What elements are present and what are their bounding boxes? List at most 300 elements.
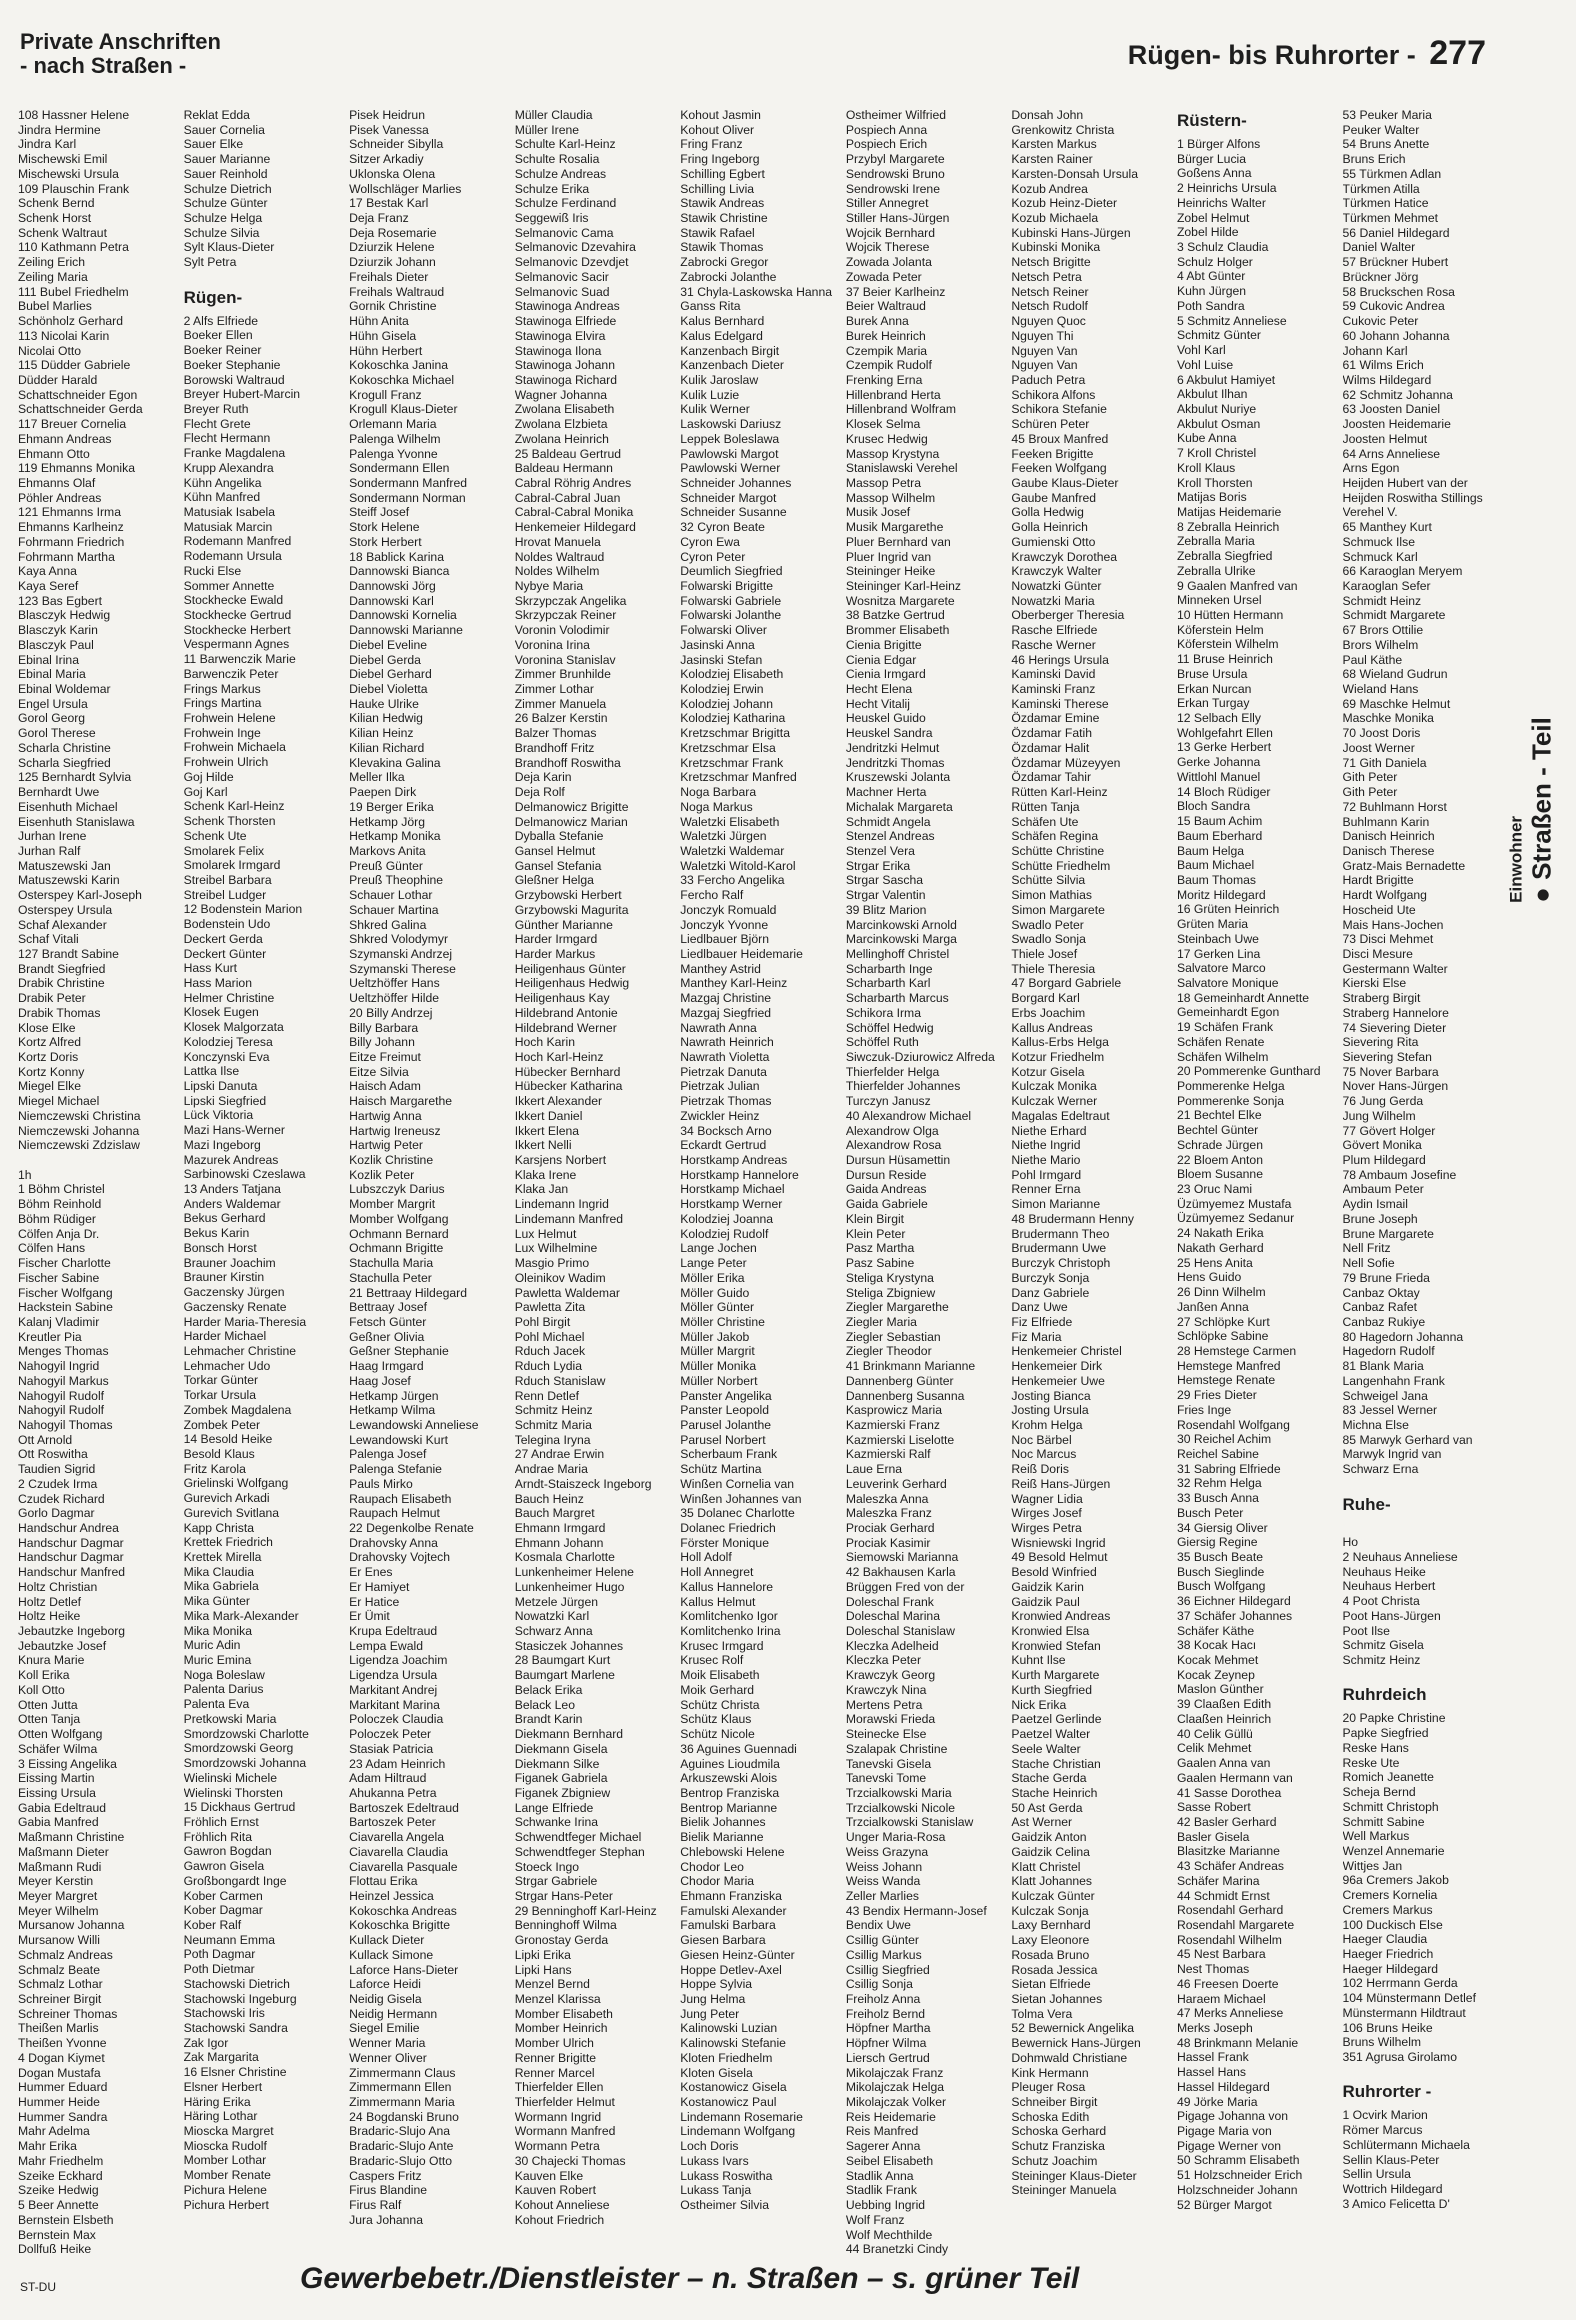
directory-entry: Doleschal Marina bbox=[845, 1609, 940, 1624]
directory-entry: Deckert Gerda bbox=[183, 931, 263, 946]
directory-entry: 111 Bubel Friedhelm bbox=[18, 284, 129, 299]
directory-entry: Arns Egon bbox=[1342, 461, 1400, 476]
directory-entry: Musik Josef bbox=[845, 505, 911, 520]
directory-entry: Giersig Regine bbox=[1176, 1535, 1258, 1550]
directory-entry: 29 Benninghoff Karl-Heinz bbox=[514, 1903, 657, 1918]
directory-entry: Preuß Günter bbox=[349, 858, 423, 873]
directory-entry: Gabia Manfred bbox=[18, 1815, 99, 1830]
directory-entry: Mika Claudia bbox=[183, 1564, 255, 1579]
directory-entry: Frohwein Inge bbox=[183, 725, 261, 740]
directory-entry: Matuszewski Jan bbox=[18, 858, 111, 873]
directory-entry: Lindemann Wolfgang bbox=[680, 2124, 796, 2139]
directory-entry: Klatt Johannes bbox=[1011, 1874, 1093, 1889]
directory-entry: 15 Baum Achim bbox=[1176, 814, 1263, 829]
directory-entry: Schmalz Andreas bbox=[18, 1947, 113, 1962]
directory-entry: Canbaz Rafet bbox=[1342, 1300, 1418, 1315]
directory-entry: Kazmierski Liselotte bbox=[845, 1432, 955, 1447]
directory-entry: Schilling Egbert bbox=[680, 166, 765, 181]
directory-entry: Schweigel Jana bbox=[1342, 1388, 1428, 1403]
directory-entry: 83 Jessel Werner bbox=[1342, 1403, 1438, 1418]
directory-entry: Folwarski Oliver bbox=[680, 623, 767, 638]
directory-entry: Sarbinowski Czeslawa bbox=[183, 1167, 306, 1182]
directory-entry: Nahogyil Thomas bbox=[18, 1417, 113, 1432]
directory-entry: Momber Renate bbox=[183, 2168, 271, 2183]
directory-entry: Knura Marie bbox=[18, 1653, 85, 1668]
directory-entry: Danz Uwe bbox=[1011, 1300, 1068, 1315]
directory-entry: Hoppe Detlev-Axel bbox=[680, 1962, 782, 1977]
directory-entry: Momber Margrit bbox=[349, 1197, 436, 1212]
directory-entry: 108 Hassner Helene bbox=[18, 108, 130, 122]
directory-entry: 63 Joosten Daniel bbox=[1342, 402, 1441, 417]
directory-entry: Kulik Werner bbox=[680, 402, 750, 417]
directory-entry: Üzümyemez Sedanur bbox=[1176, 1211, 1295, 1226]
directory-entry: Zwolana Heinrich bbox=[514, 431, 609, 446]
directory-entry: Stawinoga Elvira bbox=[514, 328, 606, 343]
directory-entry: Csillig Markus bbox=[845, 1947, 922, 1962]
directory-entry: Lange Elfriede bbox=[514, 1800, 594, 1815]
directory-entry: Dannowski Bianca bbox=[349, 564, 450, 579]
directory-entry: Doleschal Stanislaw bbox=[845, 1624, 955, 1639]
directory-entry: 61 Wilms Erich bbox=[1342, 358, 1424, 373]
directory-entry: 67 Brors Ottilie bbox=[1342, 623, 1424, 638]
directory-entry: Hillenbrand Wolfram bbox=[845, 402, 956, 417]
directory-entry: Kozlik Peter bbox=[349, 1167, 415, 1182]
directory-entry: Kolodziej Rudolf bbox=[680, 1226, 769, 1241]
directory-entry: Csillig Günter bbox=[845, 1933, 919, 1948]
directory-entry: 44 Schmidt Ernst bbox=[1176, 1888, 1270, 1903]
street-heading: Ruhrorter - bbox=[1342, 2082, 1432, 2102]
directory-entry: 4 Poot Christa bbox=[1342, 1594, 1420, 1609]
directory-column bbox=[349, 108, 515, 2258]
directory-entry: Pleuger Rosa bbox=[1011, 2080, 1086, 2095]
directory-entry: Drabik Peter bbox=[18, 991, 86, 1006]
directory-entry: Raupach Elisabeth bbox=[349, 1491, 452, 1506]
directory-entry: Markovs Anita bbox=[349, 843, 426, 858]
directory-entry: Theißen Marlis bbox=[18, 2021, 99, 2036]
directory-entry: Krogull Franz bbox=[349, 387, 422, 402]
directory-entry: Pietrzak Julian bbox=[680, 1079, 760, 1094]
directory-entry: Bodenstein Udo bbox=[183, 917, 271, 932]
directory-entry: Krawczyk Nina bbox=[845, 1682, 927, 1697]
directory-entry: Nahogyil Markus bbox=[18, 1373, 109, 1388]
directory-entry: Voronin Volodimir bbox=[514, 623, 610, 638]
directory-entry: Gith Peter bbox=[1342, 785, 1398, 800]
directory-entry: Andrae Maria bbox=[514, 1462, 588, 1477]
directory-entry: Leppek Boleslawa bbox=[680, 431, 780, 446]
directory-entry: Jindra Karl bbox=[18, 137, 77, 152]
directory-entry: 16 Elsner Christine bbox=[183, 2065, 287, 2080]
directory-entry: Kaya Anna bbox=[18, 564, 77, 579]
directory-entry: Nover Hans-Jürgen bbox=[1342, 1079, 1449, 1094]
directory-entry: Miegel Michael bbox=[18, 1094, 100, 1109]
directory-entry: 351 Agrusa Girolamo bbox=[1342, 2050, 1457, 2064]
directory-entry: Hildebrand Antonie bbox=[514, 1005, 618, 1020]
directory-entry: Dannowski Karl bbox=[349, 593, 434, 608]
directory-entry: Hardt Wolfgang bbox=[1342, 888, 1427, 903]
directory-entry: Drabik Christine bbox=[18, 976, 105, 991]
directory-entry: Thierfelder Helmut bbox=[514, 2095, 615, 2110]
directory-entry: Ikkert Alexander bbox=[514, 1094, 603, 1109]
directory-entry: Klosek Eugen bbox=[183, 1005, 259, 1020]
directory-entry: Moritz Hildegard bbox=[1176, 887, 1266, 902]
directory-entry: Baumgart Marlene bbox=[514, 1668, 615, 1683]
directory-entry: Waletzki Jürgen bbox=[680, 829, 767, 844]
directory-entry: Kolodziej Joanna bbox=[680, 1211, 774, 1226]
directory-entry: Handschur Dagmar bbox=[18, 1535, 124, 1550]
directory-entry: Schäfer Marina bbox=[1176, 1873, 1260, 1888]
directory-entry: 40 Celik Güllü bbox=[1176, 1726, 1253, 1741]
directory-entry: 77 Gövert Holger bbox=[1342, 1123, 1436, 1138]
directory-entry: Parusel Jolanthe bbox=[680, 1417, 772, 1432]
section-side-tab bbox=[1506, 680, 1558, 940]
directory-entry: 25 Baldeau Gertrud bbox=[514, 446, 622, 461]
directory-entry: Jasinski Stefan bbox=[680, 652, 763, 667]
directory-entry: Canbaz Rukiye bbox=[1342, 1314, 1426, 1329]
directory-entry: Momber Heinrich bbox=[514, 2021, 608, 2036]
directory-entry: Joost Werner bbox=[1342, 740, 1415, 755]
directory-entry: Mikolajczak Franz bbox=[845, 2065, 944, 2080]
directory-entry: Wenzel Annemarie bbox=[1342, 1843, 1445, 1858]
directory-entry: 75 Nover Barbara bbox=[1342, 1064, 1439, 1079]
directory-entry: Noc Bärbel bbox=[1011, 1432, 1072, 1447]
directory-entry: 96a Cremers Jakob bbox=[1342, 1873, 1449, 1888]
directory-entry: Hass Kurt bbox=[183, 961, 238, 976]
directory-entry: Kaya Seref bbox=[18, 579, 79, 593]
directory-entry: Kotzur Friedhelm bbox=[1011, 1050, 1105, 1064]
directory-entry: Disci Mesure bbox=[1342, 946, 1413, 961]
directory-entry: Mischewski Ursula bbox=[18, 166, 119, 181]
directory-entry: Orlemann Maria bbox=[349, 417, 437, 432]
directory-entry: Frohwein Ulrich bbox=[183, 755, 269, 770]
directory-entry: Wojcik Therese bbox=[845, 240, 930, 255]
directory-entry: Schulze Andreas bbox=[514, 166, 607, 181]
directory-entry: Panster Leopold bbox=[680, 1403, 770, 1418]
street-heading: Rügen- bbox=[183, 287, 243, 307]
directory-entry: Pasz Sabine bbox=[845, 1256, 915, 1271]
directory-entry: 17 Bestak Karl bbox=[349, 196, 429, 211]
directory-entry: Gorlo Dagmar bbox=[18, 1506, 95, 1521]
directory-entry: Straberg Birgit bbox=[1342, 991, 1421, 1006]
directory-entry: Kulik Luzie bbox=[680, 387, 740, 402]
directory-entry: Waletzki Witold-Karol bbox=[680, 858, 796, 873]
directory-entry: 30 Reichel Achim bbox=[1176, 1432, 1272, 1447]
directory-entry: Er Hatice bbox=[349, 1594, 400, 1609]
directory-entry: Kasprowicz Maria bbox=[845, 1403, 942, 1418]
directory-entry: Engel Ursula bbox=[18, 696, 88, 711]
directory-entry: Flottau Erika bbox=[349, 1874, 418, 1889]
directory-entry: Donsah John bbox=[1011, 108, 1084, 122]
directory-entry: Schwarz Anna bbox=[514, 1624, 593, 1639]
directory-entry: 23 Oruc Nami bbox=[1176, 1182, 1253, 1197]
directory-entry: Kostanowicz Paul bbox=[680, 2095, 777, 2110]
directory-entry: Kober Carmen bbox=[183, 1888, 263, 1903]
directory-entry: Brommer Elisabeth bbox=[845, 623, 950, 638]
directory-entry: Mazurek Andreas bbox=[183, 1152, 279, 1167]
directory-entry: Massop Petra bbox=[845, 475, 922, 490]
directory-entry: Haag Irmgard bbox=[349, 1359, 424, 1374]
directory-entry: Noldes Waltraud bbox=[514, 549, 605, 564]
directory-entry: Kortz Konny bbox=[18, 1064, 85, 1079]
directory-entry: Torkar Ursula bbox=[183, 1388, 257, 1403]
directory-entry: Ehmann Irmgard bbox=[514, 1521, 606, 1535]
directory-entry: Schütz Christa bbox=[680, 1697, 760, 1712]
directory-entry: Szeike Hedwig bbox=[18, 2183, 99, 2198]
directory-entry: Türkmen Atilla bbox=[1342, 181, 1420, 196]
directory-entry: Hübecker Bernhard bbox=[514, 1064, 621, 1079]
directory-entry: Harder Michael bbox=[183, 1329, 267, 1344]
directory-entry: Helmer Christine bbox=[183, 990, 275, 1005]
directory-entry: Möller Guido bbox=[680, 1285, 750, 1300]
directory-entry: Winßen Cornelia van bbox=[680, 1476, 795, 1491]
directory-entry: Hummer Sandra bbox=[18, 2109, 108, 2124]
directory-entry: Wirges Josef bbox=[1011, 1506, 1082, 1521]
directory-entry: Klosek Malgorzata bbox=[183, 1020, 284, 1035]
directory-entry: Sauer Reinhold bbox=[183, 166, 268, 181]
directory-entry: Liersch Gertrud bbox=[845, 2050, 930, 2065]
directory-entry: Handschur Andrea bbox=[18, 1521, 119, 1535]
directory-entry: Nowatzki Maria bbox=[1011, 593, 1095, 608]
directory-entry: Schulze Erika bbox=[514, 181, 590, 196]
directory-entry: Rduch Jacek bbox=[514, 1344, 586, 1359]
directory-entry: Schenk Waltraut bbox=[18, 225, 107, 240]
directory-entry: Eisenhuth Stanislawa bbox=[18, 814, 135, 829]
directory-entry: Heuskel Guido bbox=[845, 711, 926, 726]
directory-entry: Osterspey Karl-Joseph bbox=[18, 888, 142, 903]
directory-entry: Busch Sieglinde bbox=[1176, 1564, 1265, 1579]
directory-entry: Eitze Freimut bbox=[349, 1050, 421, 1064]
directory-entry: Besold Klaus bbox=[183, 1446, 255, 1461]
directory-entry: Henkemeier Christel bbox=[1011, 1344, 1122, 1359]
directory-entry: Aguines Lioudmila bbox=[680, 1756, 780, 1771]
directory-entry: Bernstein Elsbeth bbox=[18, 2212, 114, 2227]
directory-entry: Wenner Maria bbox=[349, 2036, 426, 2051]
directory-entry: Kretzschmar Brigitta bbox=[680, 726, 790, 741]
directory-entry: Jonczyk Romuald bbox=[680, 902, 777, 917]
directory-entry: Heijden Hubert van der bbox=[1342, 475, 1468, 490]
directory-entry: Pretkowski Maria bbox=[183, 1711, 277, 1726]
directory-entry: Neidig Gisela bbox=[349, 1992, 422, 2006]
directory-entry: Niethe Erhard bbox=[1011, 1123, 1087, 1138]
directory-entry: Er Ümit bbox=[349, 1609, 390, 1624]
directory-entry: Lipki Erika bbox=[514, 1947, 571, 1962]
directory-entry: Hassel Frank bbox=[1176, 2050, 1249, 2065]
directory-entry: Gleßner Helga bbox=[514, 873, 594, 888]
directory-entry: Schmitt Sabine bbox=[1342, 1814, 1425, 1829]
directory-entry: Konczynski Eva bbox=[183, 1049, 270, 1064]
directory-entry: Klein Peter bbox=[845, 1226, 906, 1241]
directory-entry: Seggewiß Iris bbox=[514, 211, 589, 226]
directory-entry: Häring Lothar bbox=[183, 2109, 258, 2124]
directory-entry: Maßmann Rudi bbox=[18, 1859, 102, 1874]
directory-entry: 3 Eissing Angelika bbox=[18, 1756, 117, 1771]
directory-entry: Kaminski Franz bbox=[1011, 682, 1096, 697]
directory-entry: Kruszewski Jolanta bbox=[845, 770, 951, 785]
directory-entry: Morawski Frieda bbox=[845, 1712, 936, 1727]
directory-entry: Diekmann Silke bbox=[514, 1756, 600, 1771]
directory-entry: Kauven Elke bbox=[514, 2168, 584, 2183]
directory-entry: Haeger Claudia bbox=[1342, 1932, 1428, 1947]
directory-entry: 123 Bas Egbert bbox=[18, 593, 103, 608]
directory-entry: Lipski Siegfried bbox=[183, 1093, 267, 1108]
directory-entry: Belack Leo bbox=[514, 1697, 575, 1712]
directory-entry: Nakath Gerhard bbox=[1176, 1240, 1264, 1255]
directory-entry: 6 Akbulut Hamiyet bbox=[1176, 372, 1276, 387]
directory-entry: 14 Bloch Rüdiger bbox=[1176, 784, 1271, 799]
directory-entry: Wieland Hans bbox=[1342, 682, 1419, 697]
directory-entry: Pawletta Zita bbox=[514, 1300, 586, 1315]
directory-entry: 115 Düdder Gabriele bbox=[18, 358, 131, 373]
directory-entry: Mischewski Emil bbox=[18, 152, 108, 167]
directory-entry: Thiele Josef bbox=[1011, 946, 1078, 961]
directory-entry: Müller Irene bbox=[514, 122, 580, 137]
directory-entry: Osterspey Ursula bbox=[18, 902, 113, 917]
directory-entry: Swadlo Peter bbox=[1011, 917, 1084, 932]
directory-entry: Paetzel Walter bbox=[1011, 1727, 1091, 1742]
directory-entry: Selmanovic Suad bbox=[514, 284, 610, 299]
directory-entry: Heuskel Sandra bbox=[845, 726, 933, 741]
directory-entry: Mais Hans-Jochen bbox=[1342, 917, 1444, 932]
directory-entry: Nell Sofie bbox=[1342, 1256, 1395, 1271]
directory-entry: Kuhn Jürgen bbox=[1176, 284, 1247, 299]
directory-entry: Lunkenheimer Hugo bbox=[514, 1579, 625, 1594]
directory-entry: 64 Arns Anneliese bbox=[1342, 446, 1441, 461]
directory-entry: Cienia Brigitte bbox=[845, 637, 922, 652]
directory-entry: Stockhecke Ewald bbox=[183, 593, 284, 608]
directory-entry: Selmanovic Dzevahira bbox=[514, 240, 636, 255]
directory-entry: Ziegler Sebastian bbox=[845, 1329, 941, 1344]
directory-entry: Cukovic Peter bbox=[1342, 314, 1419, 329]
directory-entry: Pisek Vanessa bbox=[349, 122, 429, 137]
directory-entry: Bloem Susanne bbox=[1176, 1167, 1263, 1182]
directory-entry: Pigage Johanna von bbox=[1176, 2109, 1289, 2124]
directory-entry: Goßens Anna bbox=[1176, 166, 1252, 181]
directory-entry: Ziegler Theodor bbox=[845, 1344, 932, 1359]
directory-entry: Schulze Günter bbox=[183, 196, 268, 211]
directory-entry: Bruns Erich bbox=[1342, 152, 1406, 167]
directory-entry: 4 Dogan Kiymet bbox=[18, 2050, 105, 2065]
directory-entry: Wirges Petra bbox=[1011, 1521, 1082, 1535]
directory-entry: Wormann Petra bbox=[514, 2139, 600, 2154]
directory-entry: Fischer Charlotte bbox=[18, 1256, 111, 1271]
directory-entry: Famulski Barbara bbox=[680, 1918, 776, 1933]
directory-entry: Stachowski Ingeburg bbox=[183, 1991, 297, 2006]
directory-entry: Bielik Johannes bbox=[680, 1815, 766, 1830]
directory-entry: Bentrop Franziska bbox=[680, 1785, 780, 1800]
directory-entry: Handschur Manfred bbox=[18, 1565, 126, 1580]
directory-entry: Jebautzke Josef bbox=[18, 1638, 107, 1653]
directory-entry: Holl Adolf bbox=[680, 1550, 732, 1565]
directory-entry: Türkmen Mehmet bbox=[1342, 211, 1438, 226]
directory-entry: Schäfen Renate bbox=[1176, 1034, 1265, 1049]
directory-entry: Siegel Emilie bbox=[349, 2021, 420, 2036]
directory-entry: Stiller Hans-Jürgen bbox=[845, 211, 950, 226]
directory-entry: 25 Hens Anita bbox=[1176, 1255, 1253, 1270]
directory-entry: Schmalz Beate bbox=[18, 1962, 100, 1977]
directory-entry: Rodemann Ursula bbox=[183, 549, 282, 564]
directory-entry: Gumienski Otto bbox=[1011, 534, 1096, 549]
directory-entry: Häring Erika bbox=[183, 2094, 251, 2109]
directory-entry: Uebbing Ingrid bbox=[845, 2198, 926, 2213]
directory-entry: 121 Ehmanns Irma bbox=[18, 505, 121, 520]
directory-entry: Belack Erika bbox=[514, 1682, 583, 1697]
directory-entry: Schlöpke Sabine bbox=[1176, 1329, 1269, 1344]
directory-entry: Erkan Nurcan bbox=[1176, 681, 1252, 696]
directory-entry: Matusiak Isabela bbox=[183, 504, 276, 519]
directory-entry: Geßner Stephanie bbox=[349, 1344, 449, 1359]
directory-entry: Krogull Klaus-Dieter bbox=[349, 402, 458, 417]
directory-entry: Laxy Eleonore bbox=[1011, 1933, 1090, 1948]
directory-entry: Baum Helga bbox=[1176, 843, 1245, 858]
directory-entry: Schäfer Wilma bbox=[18, 1741, 98, 1756]
directory-entry: Jindra Hermine bbox=[18, 122, 101, 137]
directory-entry: Ciavarella Angela bbox=[349, 1830, 444, 1845]
directory-entry: 27 Andrae Erwin bbox=[514, 1447, 605, 1462]
directory-entry: Lewandowski Kurt bbox=[349, 1432, 449, 1447]
directory-entry: Wormann Ingrid bbox=[514, 2109, 602, 2124]
directory-entry: Steininger Manuela bbox=[1011, 2183, 1117, 2198]
directory-entry: Strgar Sascha bbox=[845, 873, 924, 888]
directory-entry: Hauke Ulrike bbox=[349, 696, 419, 711]
directory-entry: Zobel Hilde bbox=[1176, 225, 1239, 240]
spacer bbox=[1343, 1521, 1505, 1536]
directory-entry: Mika Günter bbox=[183, 1594, 250, 1609]
directory-entry: Nawrath Violetta bbox=[680, 1050, 770, 1064]
directory-entry: Krettek Friedrich bbox=[183, 1535, 273, 1550]
directory-entry: 1 Ocvirk Marion bbox=[1342, 2108, 1428, 2123]
directory-entry: Czempik Maria bbox=[845, 343, 928, 358]
directory-entry: 47 Borgard Gabriele bbox=[1011, 976, 1122, 991]
directory-entry: Schulze Dietrich bbox=[183, 181, 272, 196]
directory-entry: Henkemeier Dirk bbox=[1011, 1359, 1103, 1374]
directory-entry: Möller Christine bbox=[680, 1314, 765, 1329]
directory-entry: Zombek Magdalena bbox=[183, 1402, 292, 1417]
directory-entry: Billy Barbara bbox=[349, 1020, 419, 1035]
directory-entry: Lukass Tanja bbox=[680, 2183, 752, 2198]
directory-entry: Bauch Heinz bbox=[514, 1491, 584, 1506]
directory-entry: Lück Viktoria bbox=[183, 1108, 254, 1123]
directory-entry: Hartwig Peter bbox=[349, 1138, 423, 1153]
directory-entry: Kretzschmar Frank bbox=[680, 755, 784, 770]
directory-entry: Hildebrand Werner bbox=[514, 1020, 617, 1035]
directory-entry: Machner Herta bbox=[845, 785, 927, 800]
directory-entry: Schulz Holger bbox=[1176, 254, 1253, 269]
directory-entry: Schütz Martina bbox=[680, 1462, 762, 1477]
directory-entry: Fröhlich Ernst bbox=[183, 1814, 259, 1829]
directory-entry: Claaßen Heinrich bbox=[1176, 1711, 1272, 1726]
directory-entry: Pauls Mirko bbox=[349, 1476, 413, 1491]
directory-entry: Gaidzik Anton bbox=[1011, 1830, 1087, 1845]
directory-entry: Krupa Edeltraud bbox=[349, 1624, 438, 1639]
directory-entry: Straberg Hannelore bbox=[1342, 1005, 1449, 1020]
directory-entry: Anders Waldemar bbox=[183, 1196, 281, 1211]
directory-entry: Weiss Wanda bbox=[845, 1874, 921, 1889]
directory-entry: Zimmer Lothar bbox=[514, 682, 594, 697]
directory-entry: 33 Fercho Angelika bbox=[680, 873, 785, 888]
directory-entry: 1h bbox=[18, 1167, 32, 1182]
directory-entry: Noc Marcus bbox=[1011, 1447, 1077, 1462]
directory-entry: Markitant Marina bbox=[349, 1697, 440, 1712]
directory-entry: Haag Josef bbox=[349, 1373, 411, 1388]
directory-entry: Schönholz Gerhard bbox=[18, 314, 124, 329]
directory-entry: 43 Schäfer Andreas bbox=[1176, 1859, 1284, 1874]
directory-entry: Hemstege Renate bbox=[1176, 1373, 1276, 1388]
directory-entry: Poot Ilse bbox=[1342, 1623, 1390, 1638]
directory-entry: Elsner Herbert bbox=[183, 2079, 263, 2094]
directory-entry: Kallus-Erbs Helga bbox=[1011, 1035, 1109, 1050]
directory-entry: Palenta Darius bbox=[183, 1682, 264, 1697]
directory-entry: Pigage Werner von bbox=[1176, 2138, 1282, 2153]
directory-entry: Fring Ingeborg bbox=[680, 152, 760, 167]
